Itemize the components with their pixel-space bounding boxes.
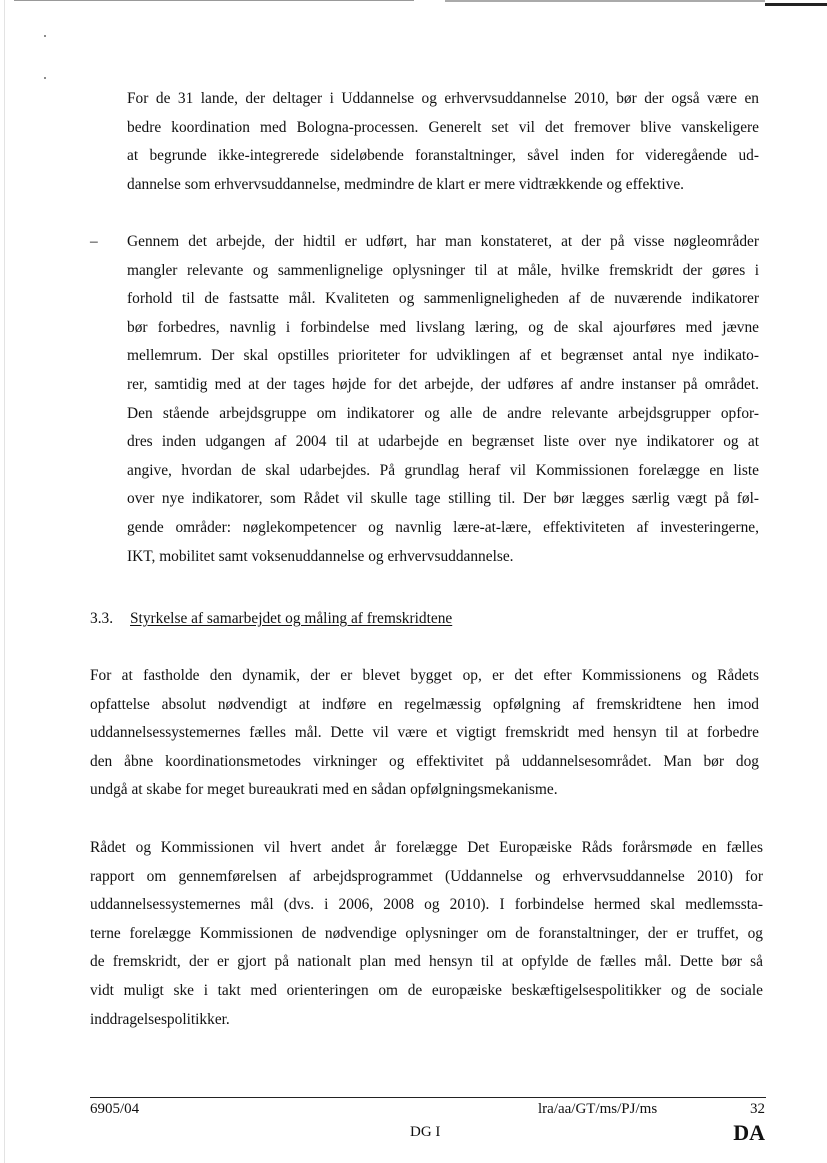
- text-line: Gennem det arbejde, der hidtil er udført, har man konstateret, at der på visse nøgleområder: [127, 233, 759, 250]
- text-line: opfattelse absolut nødvendigt at indføre en regelmæssig opfølgning af fremskridtene hen imod: [90, 695, 759, 713]
- text-line: inddragelsespolitikker.: [90, 1010, 230, 1028]
- text-line: dannelse som erhvervsuddannelse, medmindre de klart er mere vidtrækkende og effektive.: [127, 175, 685, 193]
- bullet-dash: –: [90, 233, 98, 250]
- text-line: over nye indikatorer, som Rådet vil skulle tage stilling til. Der bør lægges særlig vægt på føl-: [127, 490, 759, 508]
- text-line: de fremskridt, der er gjort på nationalt plan med hensyn til at opfylde de fælles mål. Dette bør så: [90, 953, 763, 971]
- footer-doc-number: 6905/04: [90, 1101, 140, 1117]
- text-line: uddannelsessystemernes fælles mål. Dette vil være et vigtigt fremskridt med hensyn til at forbedre: [90, 724, 759, 742]
- paragraph-bologna: [127, 85, 759, 199]
- text-line: bedre koordination med Bologna-processen. Generelt set vil det fremover blive vanskeligere: [127, 118, 759, 136]
- section-number: 3.3.: [90, 610, 114, 627]
- text-line: terne forelægge Kommissionen de nødvendige oplysninger om de foranstaltninger, der er truffet, og: [90, 924, 763, 942]
- text-line: Rådet og Kommissionen vil hvert andet år forelægge Det Europæiske Råds forårsmøde en fælles: [90, 839, 763, 856]
- scan-artifact-top-right: [445, 0, 765, 2]
- text-line: angive, hvordan de skal udarbejdes. På grundlag heraf vil Kommissionen forelægge en liste: [127, 461, 759, 479]
- footer-reference: lra/aa/GT/ms/PJ/ms: [538, 1101, 658, 1117]
- footer-page-number: 32: [750, 1101, 765, 1117]
- text-line: IKT, mobilitet samt voksenuddannelse og erhvervsuddannelse.: [127, 547, 514, 565]
- text-line: For de 31 lande, der deltager i Uddannelse og erhvervsuddannelse 2010, bør der også være en: [127, 90, 759, 107]
- text-line: gende områder: nøglekompetencer og navnlig lære-at-lære, effektiviteten af investeringerne,: [127, 518, 759, 536]
- text-line: forhold til de fastsatte mål. Kvaliteten og sammenligneligheden af de nuværende indikatorer: [127, 290, 759, 308]
- footer-dg: DG I: [410, 1124, 441, 1140]
- text-line: undgå at skabe for meget bureaukrati med en sådan opfølgningsmekanisme.: [90, 781, 558, 799]
- text-line: For at fastholde den dynamik, der er blevet bygget op, er det efter Kommissionens og Rådets: [90, 667, 759, 684]
- scan-artifact-top-left: [14, 0, 414, 1]
- section-heading: [90, 605, 452, 633]
- text-line: bør forbedres, navnlig i forbindelse med livslang læring, og de skal ajourføres med jævne: [127, 318, 759, 336]
- scan-speck: [44, 77, 46, 79]
- scan-artifact-top-edge: [765, 3, 827, 6]
- footer-rule: [90, 1097, 766, 1098]
- text-line: den åbne koordinationsmetodes virkninger og effektivitet på uddannelsesområdet. Man bør dog: [90, 752, 759, 770]
- footer-language: DA: [733, 1120, 765, 1145]
- section-title: Styrkelse af samarbejdet og måling af fremskridtene: [130, 610, 453, 627]
- paragraph-dynamics: [90, 662, 759, 805]
- text-line: mellemrum. Der skal opstilles prioriteter for udviklingen af et begrænset antal nye indikato-: [127, 347, 759, 365]
- text-line: Den stående arbejdsgruppe om indikatorer og alle de andre relevante arbejdsgrupper opfor-: [127, 404, 759, 422]
- text-line: uddannelsessystemernes mål (dvs. i 2006, 2008 og 2010). I forbindelse hermed skal medlemssta-: [90, 896, 763, 914]
- paragraph-indicators: [127, 228, 759, 571]
- text-line: rapport om gennemførelsen af arbejdsprogrammet (Uddannelse og erhvervsuddannelse 2010) for: [90, 867, 763, 885]
- paragraph-joint-report: [90, 834, 763, 1034]
- scan-speck: [44, 35, 46, 37]
- text-line: dres inden udgangen af 2004 til at udarbejde en begrænset liste over nye indikatorer og at: [127, 433, 759, 451]
- scan-margin-line: [4, 0, 5, 1163]
- text-line: mangler relevante og sammenlignelige oplysninger til at måle, hvilke fremskridt der gøres i: [127, 261, 759, 279]
- text-line: vidt muligt ske i takt med orienteringen om de europæiske beskæftigelsespolitikker og de sociale: [90, 981, 763, 999]
- text-line: at begrunde ikke-integrerede sideløbende foranstaltninger, såvel inden for videregående ud-: [127, 147, 759, 165]
- text-line: rer, samtidig med at der tages højde for det arbejde, der udføres af andre instanser på området.: [127, 375, 759, 393]
